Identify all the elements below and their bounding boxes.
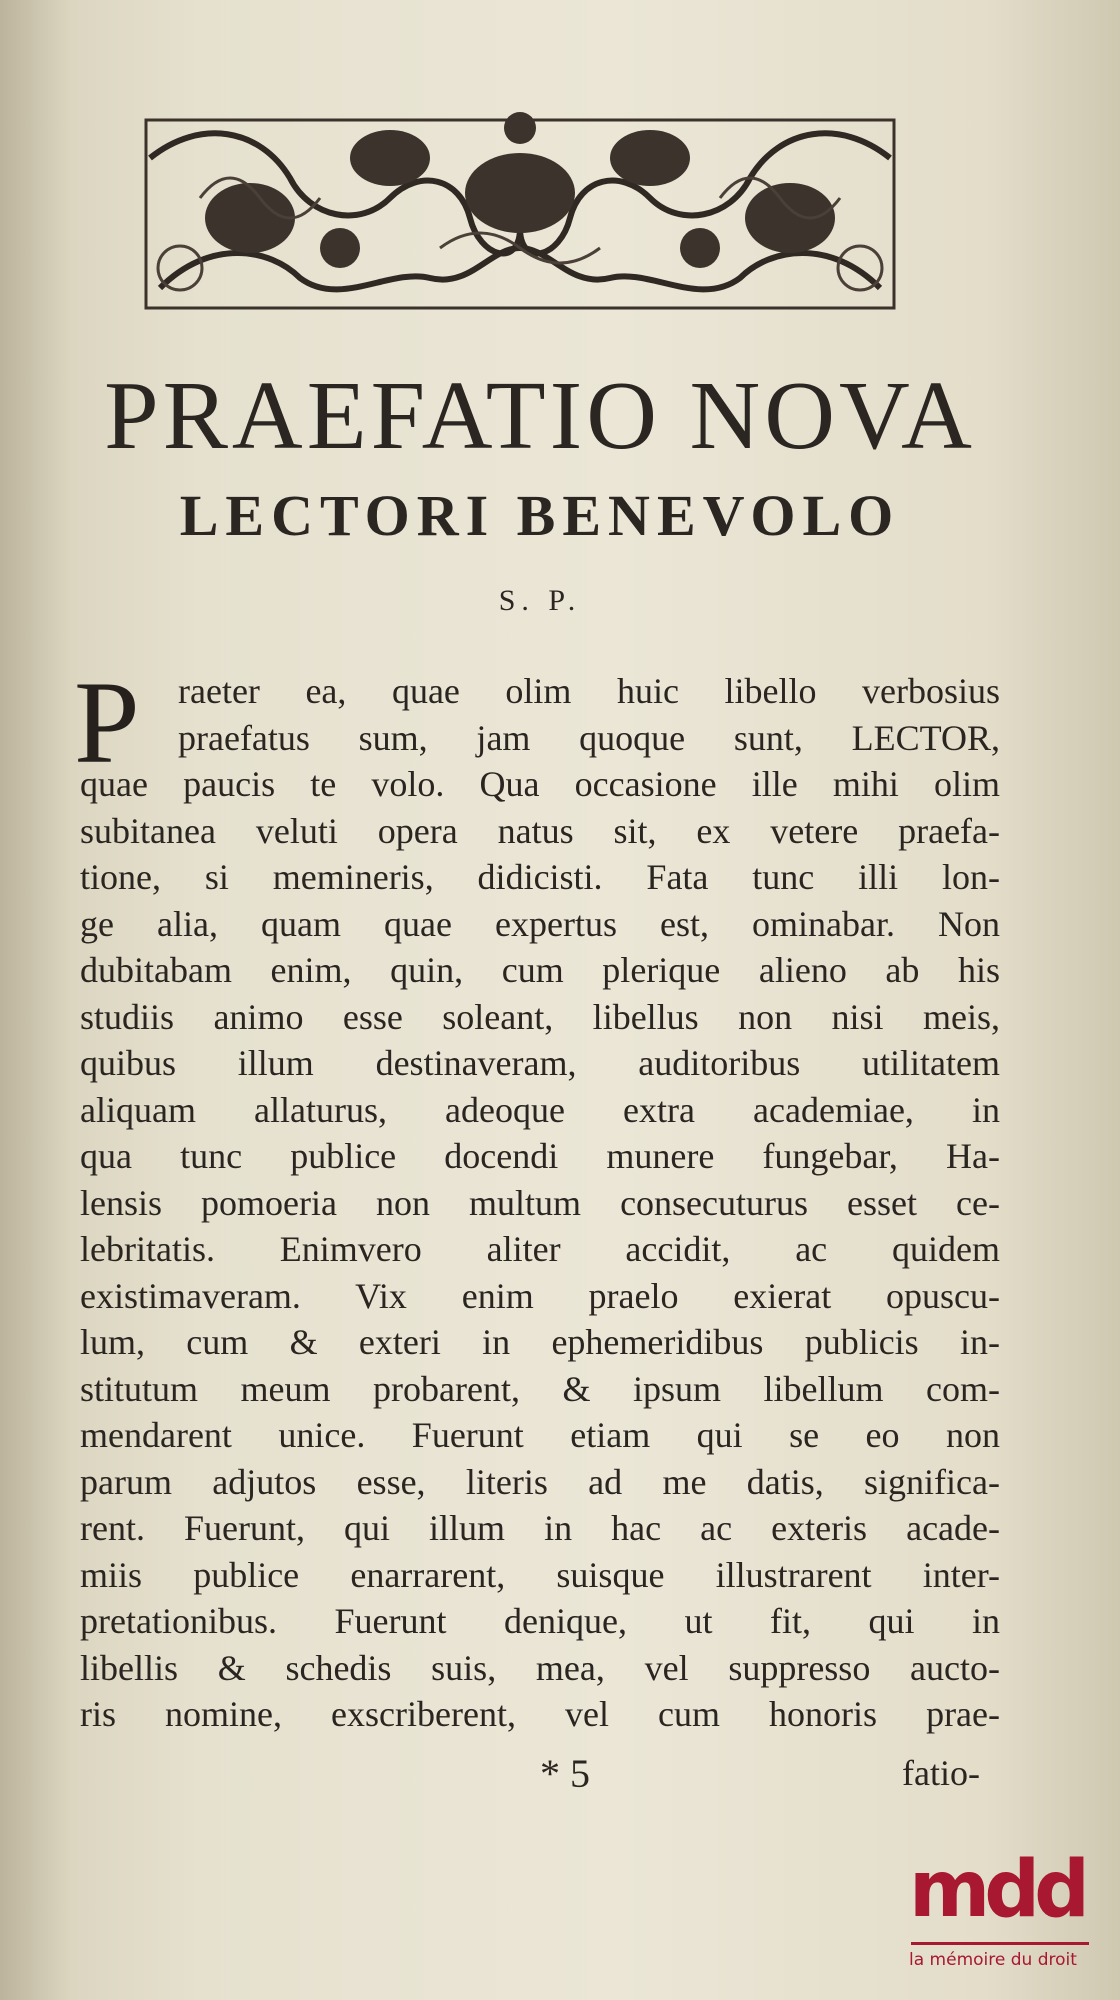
- text-line: studiis animo esse soleant, libellus non nisi meis,: [80, 996, 1000, 1037]
- logo-letters: mdd: [909, 1845, 1084, 1935]
- text-line: quae paucis te volo. Qua occasione ille mihi olim: [80, 764, 1000, 804]
- text-line: tione, si memineris, didicisti. Fata tunc illi lon-: [80, 857, 1000, 897]
- logo-divider: [911, 1942, 1089, 1945]
- text-line: quibus illum destinaveram, auditoribus utilitatem: [80, 1043, 1000, 1083]
- preface-subtitle: LECTORI BENEVOLO: [179, 483, 901, 548]
- mdd-logo[interactable]: [905, 1840, 1095, 1990]
- drop-cap-initial: P: [74, 657, 140, 788]
- text-line: aliquam allaturus, adeoque extra academiae, in: [80, 1089, 1000, 1130]
- text-line: parum adjutos esse, literis ad me datis, significa-: [80, 1461, 1000, 1502]
- preface-title: PRAEFATIO NOVA: [104, 362, 976, 470]
- text-line: pretationibus. Fuerunt denique, ut fit, qui in: [80, 1601, 1000, 1641]
- text-line: libellis & schedis suis, mea, vel suppresso aucto-: [80, 1647, 1000, 1688]
- text-line: lebritatis. Enimvero aliter accidit, ac quidem: [80, 1229, 1000, 1269]
- salutation: S. P.: [498, 584, 582, 617]
- text-line: ris nomine, exscriberent, vel cum honoris prae-: [80, 1694, 1000, 1734]
- catchword: fatio-: [902, 1753, 980, 1793]
- signature-mark: * 5: [540, 1751, 590, 1796]
- logo-tagline: la mémoire du droit: [909, 1950, 1077, 1970]
- text-line: mendarent unice. Fuerunt etiam qui se eo non: [80, 1415, 1000, 1455]
- text-line: praefatus sum, jam quoque sunt, LECTOR,: [178, 717, 1000, 758]
- text-line: existimaveram. Vix enim praelo exierat opuscu-: [80, 1275, 1000, 1316]
- ornamental-headpiece: [140, 98, 900, 320]
- preface-body: [80, 668, 1000, 1738]
- text-line: miis publice enarrarent, suisque illustrarent inter-: [80, 1554, 1000, 1595]
- text-line: lum, cum & exteri in ephemeridibus publicis in-: [80, 1322, 1000, 1362]
- text-line: subitanea veluti opera natus sit, ex vetere praefa-: [80, 810, 1000, 851]
- text-line: raeter ea, quae olim huic libello verbosius: [178, 671, 1000, 711]
- text-line: qua tunc publice docendi munere fungebar, Ha-: [80, 1136, 1000, 1176]
- text-line: ge alia, quam quae expertus est, ominabar. Non: [80, 903, 1000, 944]
- text-line: dubitabam enim, quin, cum plerique alieno ab his: [80, 950, 1000, 990]
- text-line: stitutum meum probarent, & ipsum libellum com-: [80, 1368, 1000, 1409]
- text-line: rent. Fuerunt, qui illum in hac ac exteris acade-: [80, 1508, 1000, 1548]
- text-line: lensis pomoeria non multum consecuturus esset ce-: [80, 1182, 1000, 1223]
